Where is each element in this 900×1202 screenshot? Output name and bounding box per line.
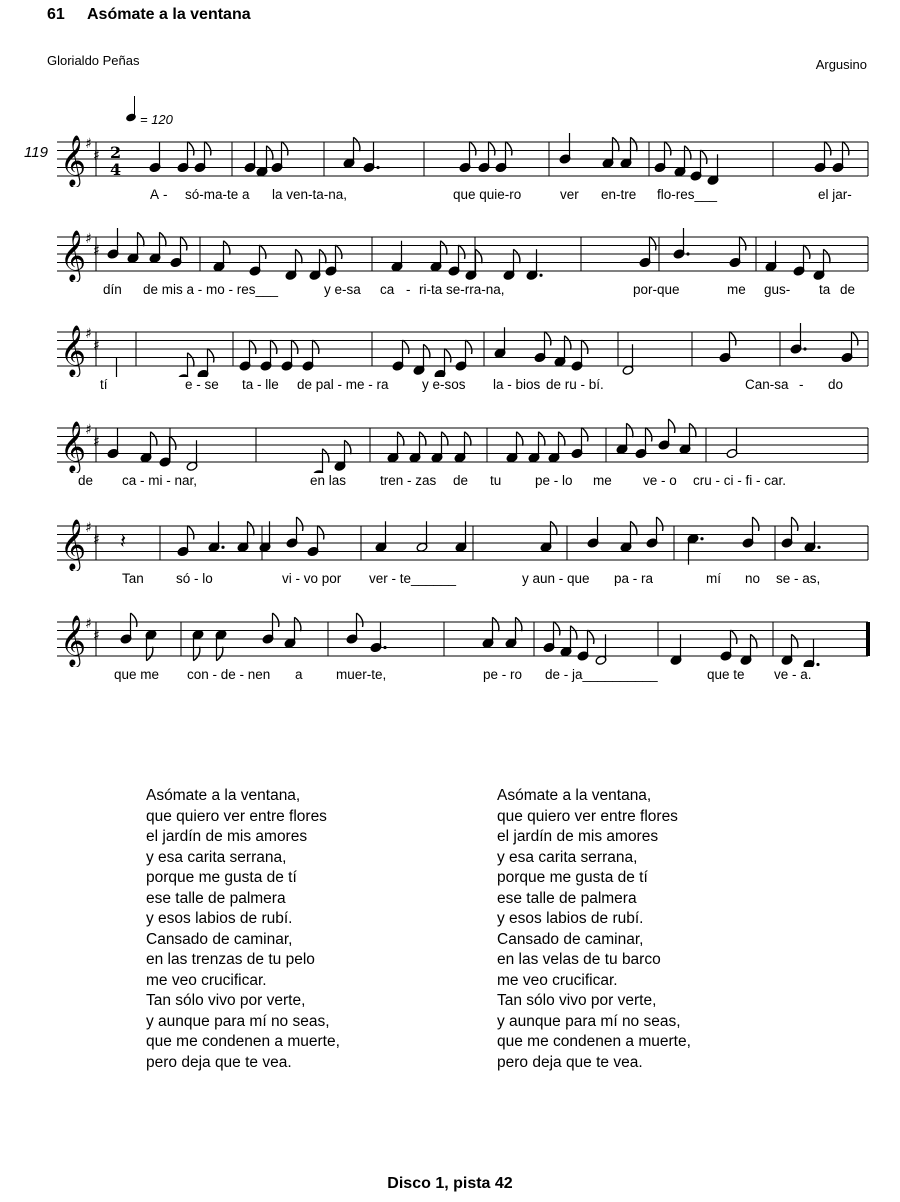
poem-line: y esos labios de rubí. (497, 910, 644, 927)
lyrics-line (0, 473, 900, 493)
sharp-icon: ♯ (85, 326, 92, 342)
note-flag (476, 249, 482, 263)
lyric-syllable: y aun - que (522, 571, 590, 586)
note-flag (282, 142, 288, 156)
song-header (47, 6, 251, 24)
lyric-syllable: só - lo (176, 571, 213, 586)
note-flag (465, 432, 471, 446)
staff-system (0, 222, 900, 302)
note-flag (403, 340, 409, 354)
staff-svg (0, 317, 900, 377)
note-flag (571, 626, 577, 640)
note-flag (740, 237, 746, 251)
poem-line: Tan sólo vivo por verte, (146, 992, 306, 1009)
lyric-syllable: tren - zas (380, 473, 437, 488)
note-flag (217, 647, 223, 661)
note-flag (205, 142, 211, 156)
note-flag (131, 613, 137, 627)
note-flag (657, 517, 663, 531)
dot-icon (539, 274, 542, 277)
dot-icon (376, 166, 379, 169)
lyric-syllable: ve - o (643, 473, 677, 488)
sharp-icon: ♯ (93, 148, 100, 164)
note-flag (551, 521, 557, 535)
note-flag (398, 432, 404, 446)
poem-line: Tan sólo vivo por verte, (497, 992, 657, 1009)
informant-name: Glorialdo Peñas (47, 53, 140, 68)
note-flag (151, 432, 157, 446)
lyrics-line (0, 377, 900, 397)
poem-line: en las velas de tu barco (497, 951, 661, 968)
lyric-syllable: cru - ci - fi - car. (693, 473, 787, 488)
note-flag (320, 249, 326, 263)
note-flag (565, 336, 571, 350)
sharp-icon: ♯ (93, 532, 100, 548)
poem-line: me veo crucificar. (146, 971, 267, 989)
song-number: 61 (47, 6, 65, 23)
lyric-syllable: mí (706, 571, 721, 586)
poem-line: y esa carita serrana, (146, 848, 287, 866)
sharp-icon: ♯ (85, 520, 92, 536)
note-flag (354, 137, 360, 151)
lyric-syllable: - (163, 187, 168, 202)
note-flag (582, 428, 588, 442)
note-flag (336, 245, 342, 259)
note-flag (493, 617, 499, 631)
lyric-syllable: só-ma-te a (185, 187, 250, 202)
note-flag (506, 142, 512, 156)
poem-line: y esa carita serrana, (497, 848, 638, 866)
note-flag (631, 521, 637, 535)
note-flag (825, 142, 831, 156)
lyric-syllable: ta (819, 282, 831, 297)
note-flag (554, 622, 560, 636)
lyric-syllable: que quie-ro (453, 187, 522, 202)
dot-icon (817, 546, 820, 549)
lyric-syllable: gus- (764, 282, 791, 297)
poem-line: porque me gusta de tí (497, 869, 648, 886)
note-flag (297, 517, 303, 531)
lyrics-line (0, 282, 900, 302)
note-flag (539, 432, 545, 446)
note-flag (792, 634, 798, 648)
lyric-syllable: a (295, 667, 303, 682)
sharp-icon: ♯ (85, 422, 92, 438)
lyric-syllable: en-tre (601, 187, 637, 202)
note-flag (545, 332, 551, 346)
lyric-syllable: y e-sa (324, 282, 361, 297)
lyrics-line (0, 187, 900, 207)
lyric-syllable: por-que (633, 282, 680, 297)
song-title: Asómate a la ventana (87, 6, 251, 23)
poem-line: ese talle de palmera (497, 889, 637, 907)
note-flag (188, 526, 194, 540)
note-flag (295, 617, 301, 631)
lyric-syllable: pe - ro (483, 667, 523, 682)
note-flag (459, 245, 465, 259)
lyric-syllable: que me (114, 667, 160, 682)
note-flag (267, 146, 273, 160)
lyric-syllable: me (593, 473, 612, 488)
poem-line: pero deja que te vea. (497, 1053, 643, 1071)
note-flag (441, 241, 447, 255)
staff-system (0, 127, 900, 207)
staff-svg (0, 413, 900, 473)
note-flag (559, 432, 565, 446)
note-flag (208, 349, 214, 363)
disc-track-footer: Disco 1, pista 42 (387, 1175, 513, 1192)
note-flag (188, 142, 194, 156)
lyric-syllable: - (406, 282, 411, 297)
sharp-icon: ♯ (93, 243, 100, 259)
lyric-syllable: - (799, 377, 804, 392)
poem-line: Asómate a la ventana, (497, 787, 652, 804)
sharp-icon: ♯ (93, 338, 100, 354)
dot-icon (686, 252, 689, 255)
quarter-note-head-icon (125, 112, 137, 122)
lyric-syllable: el jar- (818, 187, 852, 202)
sharp-icon: ♯ (93, 628, 100, 644)
staff-system (0, 317, 900, 397)
lyrics-line (0, 571, 900, 591)
note-flag (420, 432, 426, 446)
poem-line: el jardín de mis amores (146, 828, 308, 845)
lyric-syllable: ri-ta se-rra-na, (419, 282, 505, 297)
poem-line: que me condenen a muerte, (497, 1033, 691, 1050)
note-flag (804, 245, 810, 259)
lyric-syllable: la ven-ta-na, (272, 187, 348, 202)
treble-clef-icon: 𝄞 (60, 421, 87, 472)
staff-svg (0, 127, 900, 187)
lyric-syllable: Can-sa (745, 377, 789, 392)
staff-system (0, 413, 900, 493)
staff-system (0, 511, 900, 591)
note-flag (753, 517, 759, 531)
note-flag (613, 137, 619, 151)
poem-line: y aunque para mí no seas, (497, 1012, 681, 1030)
lyric-syllable: tu (490, 473, 502, 488)
note-flag (631, 137, 637, 151)
lyric-syllable: de (453, 473, 469, 488)
note-flag (147, 647, 153, 661)
poem-line: pero deja que te vea. (146, 1053, 292, 1071)
treble-clef-icon: 𝄞 (60, 135, 87, 186)
poem-line: y aunque para mí no seas, (146, 1012, 330, 1030)
lyric-syllable: ca (380, 282, 395, 297)
note-flag (424, 344, 430, 358)
note-flag (627, 423, 633, 437)
lyric-syllable: de pal - me - ra (297, 377, 389, 392)
lyric-syllable: de (840, 282, 856, 297)
dot-icon (816, 663, 819, 666)
lyric-syllable: de ru - bí. (546, 377, 604, 392)
treble-clef-icon: 𝄞 (60, 519, 87, 570)
lyric-syllable: ver - te______ (369, 571, 457, 586)
lyric-syllable: ca - mi - nar, (122, 473, 198, 488)
lyric-syllable: me (727, 282, 746, 297)
lyric-syllable: en las (310, 473, 347, 488)
poem-line: porque me gusta de tí (146, 869, 297, 886)
lyrics-line (0, 667, 900, 687)
dot-icon (803, 347, 806, 350)
note-flag (273, 613, 279, 627)
place-name: Argusino (815, 57, 867, 72)
note-flag (271, 340, 277, 354)
treble-clef-icon: 𝄞 (60, 230, 87, 281)
note-flag (514, 249, 520, 263)
lyric-syllable: pe - lo (535, 473, 573, 488)
sharp-icon: ♯ (85, 136, 92, 152)
poem-line: Cansado de caminar, (497, 930, 644, 948)
note-flag (292, 340, 298, 354)
lyric-syllable: muer-te, (336, 667, 387, 682)
poem-line: en las trenzas de tu pelo (146, 951, 315, 968)
note-flag (517, 432, 523, 446)
note-flag (138, 232, 144, 246)
sharp-icon: ♯ (85, 616, 92, 632)
lyric-syllable: vi - vo por (282, 571, 342, 586)
note-flag (582, 340, 588, 354)
poem-line: Asómate a la ventana, (146, 787, 301, 804)
note-flag (646, 428, 652, 442)
lyric-syllable: la - bios (493, 377, 541, 392)
note-flag (751, 634, 757, 648)
note-flag (318, 526, 324, 540)
note-flag (260, 245, 266, 259)
note-flag (843, 142, 849, 156)
note-flag (248, 521, 254, 535)
lyric-syllable: no (745, 571, 761, 586)
lyric-syllable: ta - lle (242, 377, 279, 392)
note-flag (792, 517, 798, 531)
note-flag (323, 449, 329, 463)
staff-svg (0, 511, 900, 571)
dot-icon (383, 646, 386, 649)
note-flag (445, 349, 451, 363)
measure-number: 119 (24, 144, 48, 161)
note-flag (824, 249, 830, 263)
poem-line: que quiero ver entre flores (497, 807, 678, 825)
lyric-syllable: ve - a. (774, 667, 812, 682)
lyric-syllable: do (828, 377, 844, 392)
quarter-rest-icon: 𝄽 (120, 529, 127, 553)
lyric-syllable: ver (560, 187, 579, 202)
lyric-syllable: de mis a - mo - res___ (143, 282, 279, 297)
note-flag (701, 150, 707, 164)
note-flag (650, 237, 656, 251)
lyric-syllable: e - se (185, 377, 219, 392)
lyric-syllable: con - de - nen (187, 667, 271, 682)
staff-svg (0, 222, 900, 282)
note-flag (470, 142, 476, 156)
note-flag (665, 142, 671, 156)
lyric-syllable: tí (100, 377, 108, 392)
note-flag (160, 232, 166, 246)
note-flag (296, 249, 302, 263)
lyric-syllable: de - ja__________ (545, 667, 658, 682)
dot-icon (700, 537, 703, 540)
note-flag (181, 237, 187, 251)
poem-line: me veo crucificar. (497, 971, 618, 989)
note-flag (588, 630, 594, 644)
lyric-syllable: Tan (122, 571, 144, 586)
sharp-icon: ♯ (93, 434, 100, 450)
note-flag (730, 332, 736, 346)
tempo-value: = 120 (140, 112, 173, 127)
treble-clef-icon: 𝄞 (60, 615, 87, 666)
note-flag (357, 613, 363, 627)
lyric-syllable: dín (103, 282, 122, 297)
lyric-syllable: y e-sos (422, 377, 466, 392)
note-flag (194, 647, 200, 661)
time-signature-top: 2 (110, 143, 122, 162)
poem-line: y esos labios de rubí. (146, 910, 293, 927)
note-flag (685, 146, 691, 160)
treble-clef-icon: 𝄞 (60, 325, 87, 376)
poem-line: ese talle de palmera (146, 889, 286, 907)
staff-svg (0, 607, 900, 667)
note-flag (852, 332, 858, 346)
note-flag (516, 617, 522, 631)
note-flag (345, 440, 351, 454)
note-flag (690, 423, 696, 437)
note-flag (188, 353, 194, 367)
note-flag (489, 142, 495, 156)
lyric-syllable: A (150, 187, 160, 202)
poem-line: Cansado de caminar, (146, 930, 293, 948)
note-flag (731, 630, 737, 644)
lyric-syllable: se - as, (776, 571, 821, 586)
note-flag (313, 340, 319, 354)
note-flag (224, 241, 230, 255)
note-flag (466, 340, 472, 354)
poem-right-column (497, 786, 691, 1073)
dot-icon (221, 546, 224, 549)
note-flag (669, 419, 675, 433)
poem-line: que quiero ver entre flores (146, 807, 327, 825)
lyric-syllable: pa - ra (614, 571, 654, 586)
note-flag (250, 340, 256, 354)
lyric-syllable: que te (707, 667, 745, 682)
poem-left-column (146, 786, 340, 1073)
lyric-syllable: de (78, 473, 94, 488)
poem-line: que me condenen a muerte, (146, 1033, 340, 1050)
poem-line: el jardín de mis amores (497, 828, 659, 845)
staff-system (0, 607, 900, 687)
lyric-syllable: flo-res___ (657, 187, 718, 202)
time-signature-bottom: 4 (110, 160, 122, 179)
sharp-icon: ♯ (85, 231, 92, 247)
note-flag (442, 432, 448, 446)
